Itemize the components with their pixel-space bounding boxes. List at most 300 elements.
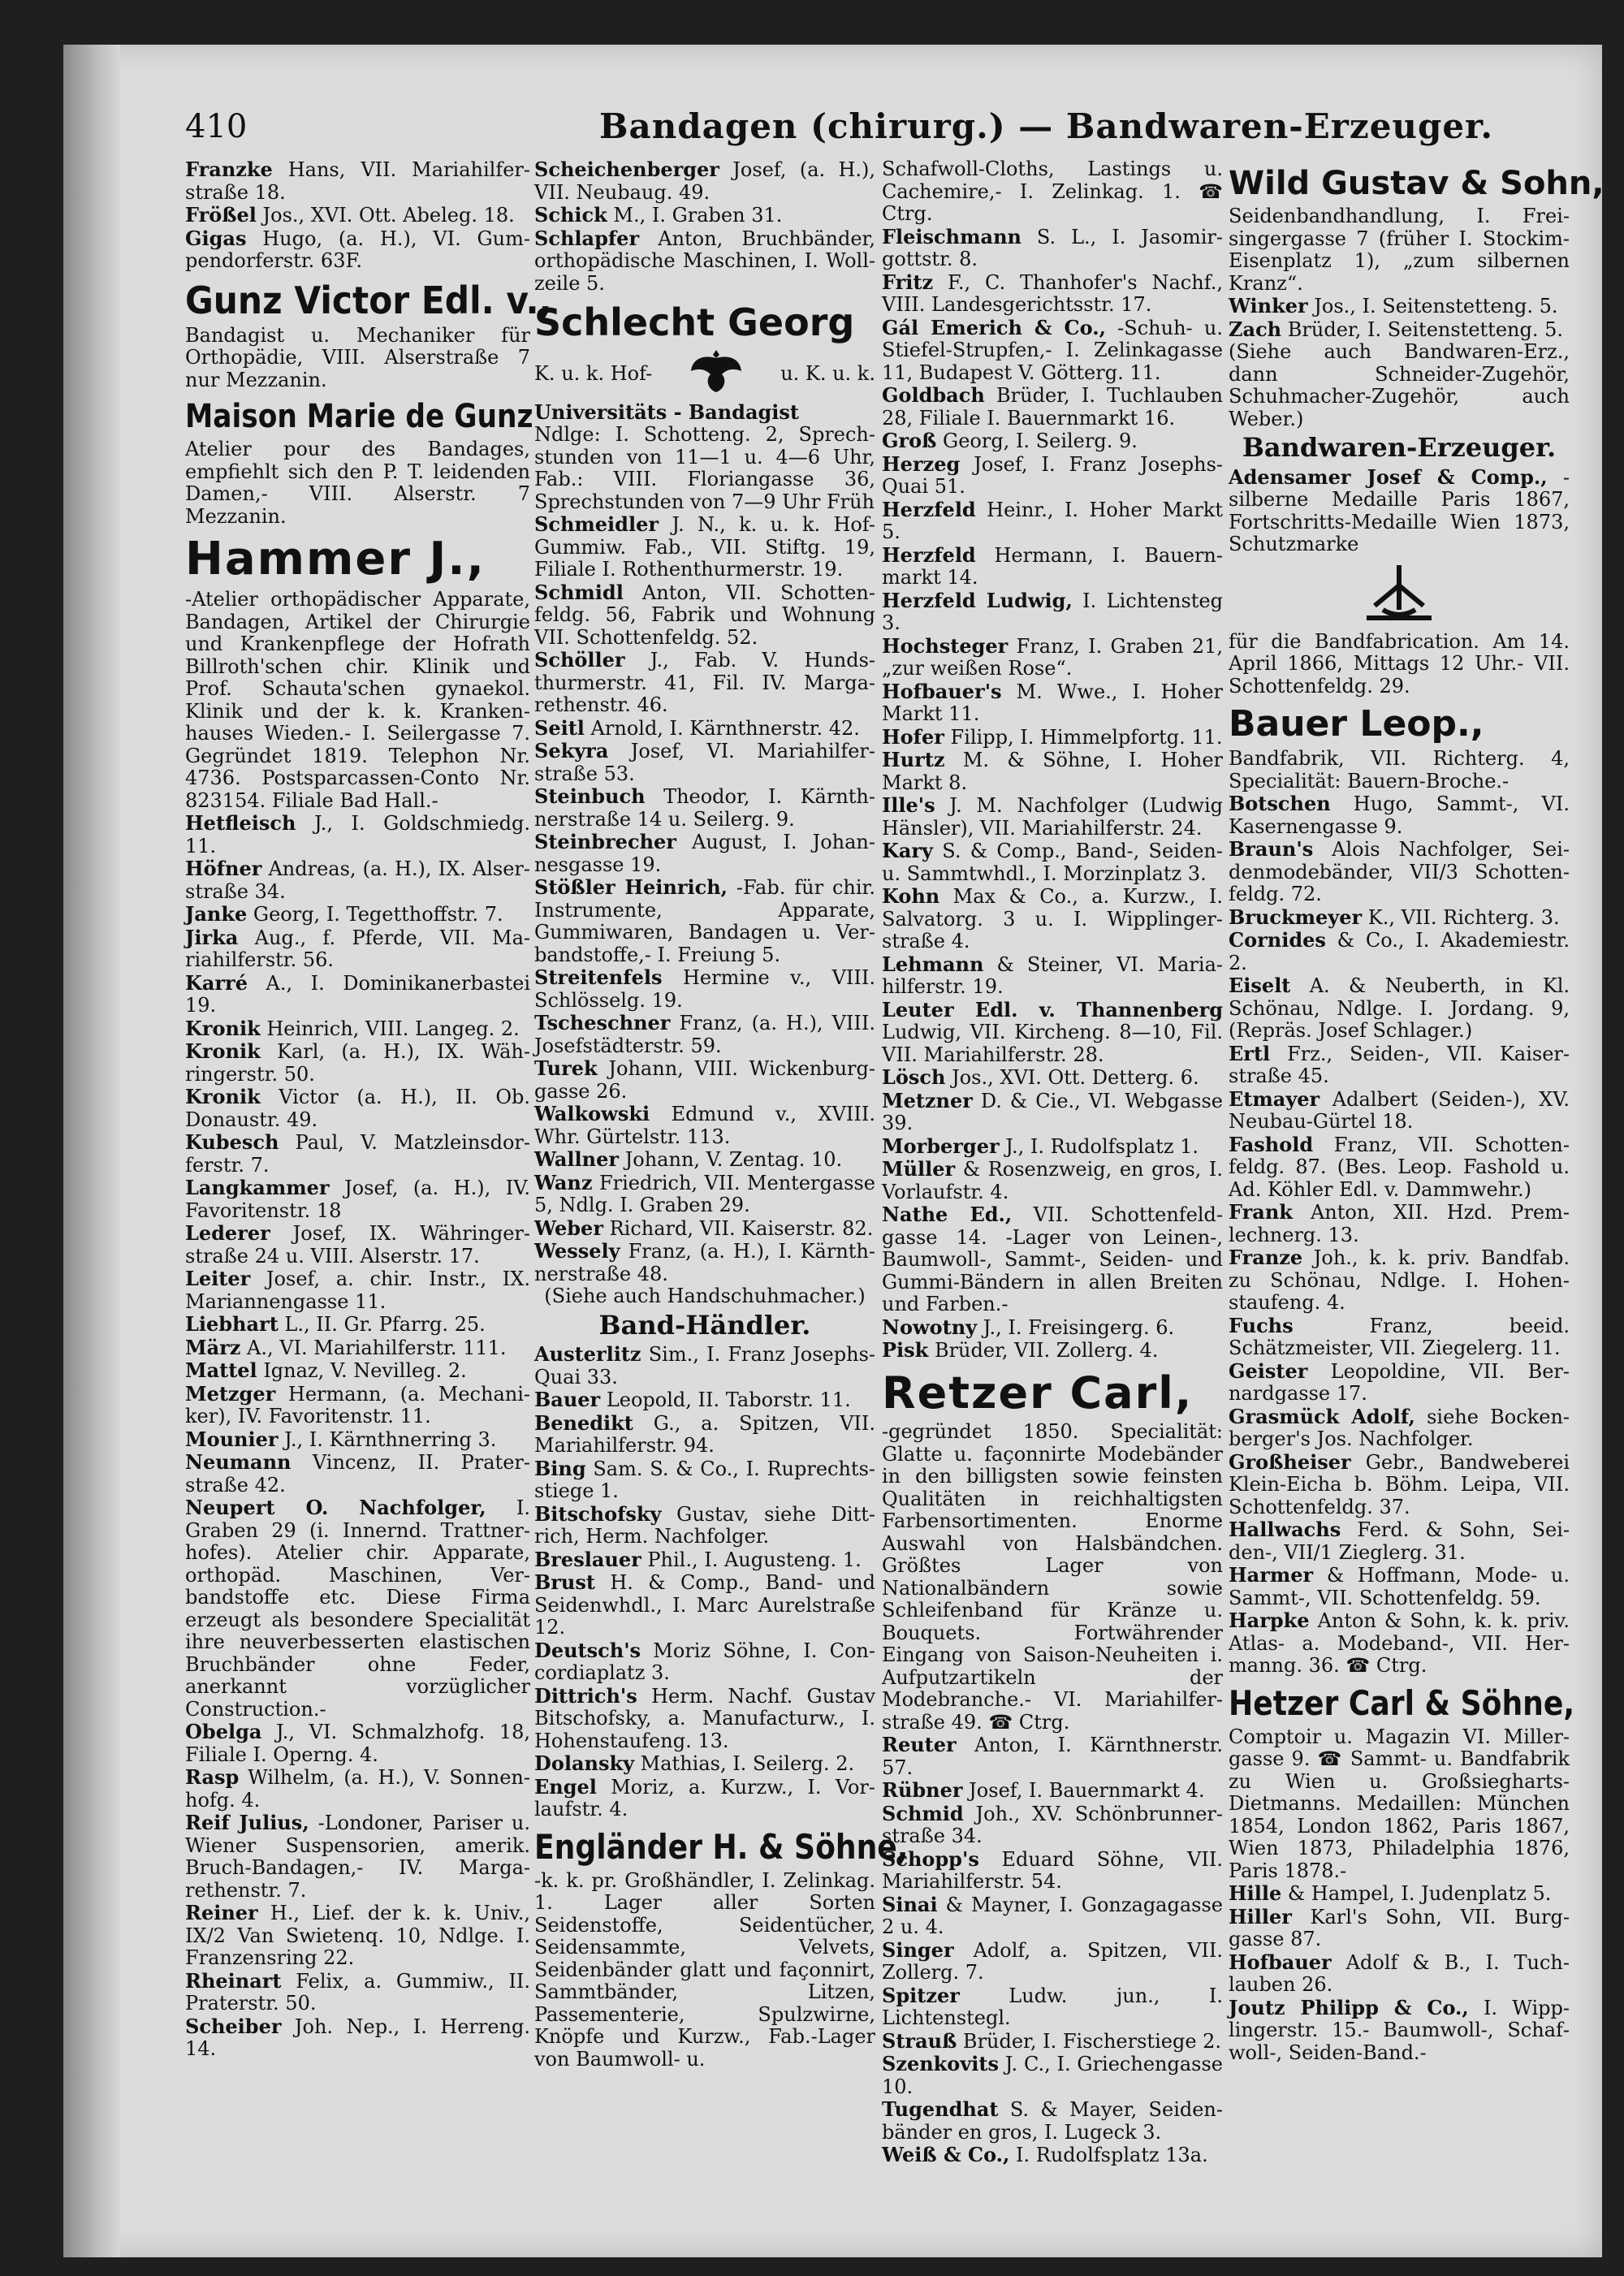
entry-details: M., I. Graben 31. <box>607 204 783 227</box>
entry-details: August, I. Johannesgasse 19. <box>534 831 875 876</box>
directory-entry <box>882 635 1223 680</box>
directory-entry <box>534 1148 875 1172</box>
entry-details: Friedrich, VII. Mentergasse 5, Ndlg. I. Graben 29. <box>534 1171 875 1217</box>
entry-name: Weber <box>534 1216 603 1240</box>
entry-details: Sim., I. Franz Josephs-Quai 33. <box>534 1343 875 1388</box>
entry-name: Ille's <box>882 793 935 817</box>
entry-details: Frz., Seiden-, VII. Kaiserstraße 45. <box>1229 1042 1570 1088</box>
directory-entry <box>1229 1951 1570 1997</box>
entry-details: siehe Bockenberger's Jos. Nachfolger. <box>1229 1405 1570 1451</box>
directory-entry <box>534 1458 875 1503</box>
entry-name: Franze <box>1229 1246 1303 1270</box>
entry-details: Joh. Nep., I. Herreng. 14. <box>185 2015 530 2061</box>
entry-name: Zach <box>1229 317 1282 341</box>
directory-entry <box>185 158 530 204</box>
directory-entry <box>185 1131 530 1177</box>
entry-details: Georg, I. Tegetthoffstr. 7. <box>247 903 503 926</box>
column-1 <box>185 158 552 2061</box>
entry-details: Johann, V. Zentag. 10. <box>619 1148 843 1172</box>
entry-details: Josef, I. Franz Josephs-Quai 51. <box>882 452 1223 498</box>
directory-entry <box>185 903 530 926</box>
entry-details: & Co., I. Akademiestr. 2. <box>1229 929 1570 974</box>
directory-entry <box>1229 1906 1570 1951</box>
entry-details: M. & Söhne, I. Hoher Markt 8. <box>882 749 1223 794</box>
directory-entry <box>1229 1043 1570 1088</box>
directory-entry <box>534 1343 875 1388</box>
entry-details: Gustav, siehe Dittrich, Herm. Nachfolger. <box>534 1502 875 1548</box>
entry-name: Pisk <box>882 1338 929 1362</box>
entry-name: Scheichenberger <box>534 158 719 181</box>
directory-entry <box>1229 341 1570 430</box>
entry-details: Max & Co., a. Kurzw., I. Salvatorg. 3 u. I. Wipplingerstraße 4. <box>882 885 1223 952</box>
entry-name: Hochsteger <box>882 633 1009 658</box>
directory-entry <box>185 325 530 392</box>
entry-details: S. & Mayer, Seidenbänder en gros, I. Lugeck 3. <box>882 2098 1223 2144</box>
firm-display-name: Bauer Leop., <box>1229 703 1484 745</box>
entry-name: Metzner <box>882 1088 973 1112</box>
firm-display-name: Retzer Carl, <box>882 1367 1194 1419</box>
directory-entry <box>534 424 875 513</box>
entry-details: M. Wwe., I. Hoher Markt 11. <box>882 680 1223 725</box>
entry-name: Joutz Philipp & Co., <box>1229 1995 1469 2019</box>
entry-name: Deutsch's <box>534 1638 641 1662</box>
entry-details: Brüder, VII. Zollerg. 4. <box>928 1339 1159 1362</box>
entry-name: Reuter <box>882 1733 957 1757</box>
directory-entry <box>534 966 875 1012</box>
directory-entry <box>185 857 530 903</box>
entry-name: Frößel <box>185 203 257 227</box>
directory-entry <box>1229 631 1570 698</box>
directory-entry <box>534 1012 875 1057</box>
entry-name: Karré <box>185 970 248 995</box>
directory-entry <box>185 1812 530 1902</box>
entry-details: Anton & Sohn, k. k. priv. Atlas- a. Modeband-, VII. Hermanng. 36. ☎ Ctrg. <box>1229 1609 1570 1678</box>
entry-name: Winker <box>1229 294 1308 317</box>
entry-details: Leopoldine, VII. Bernardgasse 17. <box>1229 1359 1570 1406</box>
entry-name: Tscheschner <box>534 1011 671 1035</box>
entry-name: Gigas <box>185 226 247 250</box>
entry-name: Hurtz <box>882 748 945 771</box>
entry-name: Nowotny <box>882 1315 978 1339</box>
entry-name: Kubesch <box>185 1130 279 1155</box>
directory-entry <box>185 1268 530 1313</box>
entry-details: Heinrich, VIII. Langeg. 2. <box>260 1017 520 1040</box>
directory-entry <box>1229 1726 1570 1883</box>
directory-entry <box>882 1734 1223 1779</box>
entry-details: J., I. Freisingerg. 6. <box>977 1315 1175 1339</box>
entry-name: Botschen <box>1229 792 1331 816</box>
entry-name: Bitschofsky <box>534 1501 662 1526</box>
directory-entry <box>882 1135 1223 1159</box>
entry-details: Wilhelm, (a. H.), V. Sonnenhofg. 4. <box>185 1766 530 1812</box>
directory-entry <box>882 590 1223 635</box>
directory-entry <box>185 972 530 1017</box>
entry-name: Mattel <box>185 1358 257 1383</box>
entry-details: S. & Comp., Band-, Seiden- u. Sammtwhdl., I. Morzinplatz 3. <box>882 840 1223 885</box>
entry-name: Fuchs <box>1229 1313 1294 1337</box>
entry-name: Reiner <box>185 1901 258 1925</box>
directory-entry <box>185 926 530 972</box>
entry-details: Comptoir u. Magazin VI. Millergasse 9. ☎ Sammt- u. Bandfabrik zu Wien u. Großsiegharts-Dietmanns. Medaillen: München 1854, London 1862, Paris 1867, Wien 1873, Philadelphia 1876, Paris 1878.- <box>1229 1725 1570 1882</box>
entry-details: Filipp, I. Himmelpfortg. 11. <box>944 725 1223 749</box>
entry-details: Hugo, (a. H.), VI. Gumpendorferstr. 63F. <box>185 227 530 272</box>
entry-name: Fritz <box>882 270 934 294</box>
directory-entry <box>1229 1406 1570 1451</box>
entry-name: Walkowski <box>534 1102 650 1126</box>
directory-entry <box>1229 466 1570 556</box>
entry-name: Sekyra <box>534 739 609 763</box>
entry-name: Leuter Edl. v. Thannenberg <box>882 997 1223 1021</box>
directory-entry <box>1229 748 1570 792</box>
firm-display-name: Gunz Victor Edl. v., <box>185 278 552 322</box>
directory-entry <box>185 812 530 857</box>
entry-name: Bauer <box>534 1388 601 1412</box>
entry-details: I. Rudolfsplatz 13a. <box>1009 2144 1208 2167</box>
directory-entry <box>185 2015 530 2061</box>
page-header <box>185 101 1549 150</box>
entry-name: Goldbach <box>882 383 985 407</box>
entry-name: Etmayer <box>1229 1086 1320 1111</box>
directory-entry <box>185 1359 530 1383</box>
directory-entry <box>534 1776 875 1821</box>
directory-entry <box>882 384 1223 430</box>
entry-name: Bruckmeyer <box>1229 905 1363 929</box>
directory-entry <box>185 1086 530 1131</box>
entry-details: I. Lichtensteg 3. <box>882 589 1223 634</box>
entry-name: Singer <box>882 1937 954 1962</box>
entry-name: Sinai <box>882 1892 938 1916</box>
entry-details: -Atelier orthopädischer Apparate, Bandagen, Artikel der Chirurgie und Krankenpflege der Hofrath Billroth'schen chir. Klinik und Prof. Schauta'schen gynaekol. Klinik und der k. k. Krankenhauses Wieden.- I. Seilergasse 7. Gegründet 1819. Telephon Nr. 4736. Postsparcassen-Conto Nr. 823154. Filiale Bad Hall.- <box>185 588 530 812</box>
entry-details: Herm. Nachf. Gustav Bitschofsky, a. Manufacturw., I. Hohenstaufeng. 13. <box>534 1684 875 1752</box>
entry-name: Wanz <box>534 1170 593 1194</box>
directory-entry <box>185 1337 530 1360</box>
entry-name: Hofer <box>882 724 944 749</box>
directory-entry <box>534 1752 875 1776</box>
entry-name: Rheinart <box>185 1968 282 1993</box>
directory-entry <box>882 1984 1223 2030</box>
directory-entry <box>1229 205 1570 295</box>
directory-entry <box>882 544 1223 590</box>
firm-display-name: Wild Gustav & Sohn, <box>1229 165 1605 202</box>
entry-details: Hermann, (a. Mechaniker), IV. Favoritenstr. 11. <box>185 1382 530 1428</box>
column-3 <box>882 158 1223 2167</box>
entry-details: Alois Nachfolger, Seidenmodebänder, VII/3 Schottenfeldg. 72. <box>1229 838 1570 906</box>
entry-details: Leopold, II. Taborstr. 11. <box>600 1388 851 1412</box>
entry-details: Franz, (a. H.), I. Kärnthnerstraße 48. <box>534 1240 875 1285</box>
entry-name: Metzger <box>185 1381 276 1406</box>
directory-entry <box>1229 1882 1570 1906</box>
entry-name: Hiller <box>1229 1904 1292 1928</box>
directory-entry <box>882 2030 1223 2054</box>
entry-name: Harmer <box>1229 1563 1314 1587</box>
directory-entry <box>185 1383 530 1428</box>
entry-name: Turek <box>534 1056 598 1081</box>
entry-details: K., VII. Richterg. 3. <box>1362 905 1560 929</box>
entry-name: Herzfeld Ludwig, <box>882 588 1073 612</box>
entry-name: Neumann <box>185 1450 292 1475</box>
entry-name: Kary <box>882 839 933 862</box>
directory-entry <box>534 581 875 650</box>
entry-details: für die Bandfabrication. Am 14. April 1866, Mittags 12 Uhr.- VII. Schottenfeldg. 29. <box>1229 629 1570 697</box>
entry-name: Schlapfer <box>534 226 640 250</box>
entry-name: Steinbuch <box>534 784 646 809</box>
entry-details: -Londoner, Pariser u. Wiener Suspensorien, amerik. Bruch-Bandagen,- IV. Margarethenstr. 7. <box>185 1812 530 1902</box>
entry-name: Dolansky <box>534 1751 635 1776</box>
entry-details: Josef, (a. H.), IV. Favoritenstr. 18 <box>185 1177 530 1222</box>
entry-details: Aug., f. Pferde, VII. Mariahilferstr. 56. <box>185 926 530 972</box>
directory-entry <box>1229 1201 1570 1246</box>
entry-name: Herzfeld <box>882 497 976 521</box>
entry-details: Ferd. & Sohn, Seiden-, VII/1 Zieglerg. 31. <box>1229 1518 1570 1564</box>
directory-entry <box>882 499 1223 544</box>
entry-details: Richard, VII. Kaiserstr. 82. <box>603 1216 874 1240</box>
directory-entry <box>534 204 875 227</box>
entry-name: Schopp's <box>882 1846 979 1871</box>
directory-entry <box>882 999 1223 1067</box>
entry-details: Josef, I. Bauernmarkt 4. <box>962 1779 1205 1803</box>
entry-details: Josef, VI. Mariahilferstraße 53. <box>534 740 875 785</box>
directory-entry <box>534 785 875 831</box>
entry-details: J., I. Goldschmiedg. 11. <box>185 812 530 857</box>
entry-details: J. C., I. Griechengasse 10. <box>882 2053 1223 2098</box>
entry-name: Kronik <box>185 1039 261 1064</box>
directory-entry <box>882 453 1223 499</box>
entry-name: Langkammer <box>185 1176 330 1200</box>
directory-entry <box>185 1721 530 1766</box>
entry-name: Streitenfels <box>534 965 663 990</box>
entry-name: Cornides <box>1229 928 1326 952</box>
directory-entry <box>882 680 1223 726</box>
entry-name: Obelga <box>185 1720 262 1744</box>
entry-name: Strauß <box>882 2028 957 2053</box>
entry-name: Ertl <box>1229 1041 1271 1065</box>
directory-entry <box>882 1421 1223 1734</box>
directory-entry <box>534 717 875 741</box>
directory-entry <box>1229 1564 1570 1609</box>
directory-entry <box>534 1412 875 1458</box>
entry-details: S. L., I. Jasomirgottstr. 8. <box>882 225 1223 270</box>
entry-details: Ludw. jun., I. Lichtenstegl. <box>882 1984 1223 2030</box>
emblem-right-text: u. K. u. k. <box>780 361 875 385</box>
entry-name: Harpke <box>1229 1609 1310 1633</box>
entry-details: & Hoffmann, Mode- u. Sammt-, VII. Schottenfeldg. 59. <box>1229 1564 1570 1609</box>
page-number: 410 <box>185 108 248 145</box>
emblem-left-text: K. u. k. Hof- <box>534 361 653 385</box>
directory-entry <box>185 1428 530 1452</box>
entry-details: Josef, (a. H.), VII. Neubaug. 49. <box>534 158 875 204</box>
directory-entry <box>185 1902 530 1970</box>
directory-entry <box>882 1894 1223 1939</box>
directory-entry <box>534 1172 875 1217</box>
entry-details: Phil., I. Augusteng. 1. <box>641 1548 862 1571</box>
entry-details: A., VI. Mariahilferstr. 111. <box>240 1336 507 1359</box>
entry-name: Spitzer <box>882 1983 960 2007</box>
directory-entry <box>1229 974 1570 1043</box>
directory-entry <box>882 953 1223 999</box>
entry-name: Grasmück Adolf, <box>1229 1404 1415 1428</box>
entry-name: Reif Julius, <box>185 1811 309 1835</box>
entry-details: Hugo, Sammt-, VI. Kasernengasse 9. <box>1229 792 1570 838</box>
entry-name: Steinbrecher <box>534 830 676 854</box>
entry-details: Sam. S. & Co., I. Ruprechtsstiege 1. <box>534 1457 875 1503</box>
entry-details: Gebr., Bandweberei Klein-Eicha b. Böhm. Leipa, VII. Schottenfeldg. 37. <box>1229 1450 1570 1518</box>
entry-name: Braun's <box>1229 837 1314 862</box>
entry-details: Franz, I. Graben 21, „zur weißen Rose“. <box>882 634 1223 680</box>
directory-entry <box>1229 1609 1570 1678</box>
entry-details: Joh., XV. Schönbrunnerstraße 34. <box>882 1802 1223 1848</box>
directory-entry <box>882 1158 1223 1203</box>
directory-entry <box>534 513 875 581</box>
directory-entry <box>185 1313 530 1337</box>
entry-name: Leiter <box>185 1267 251 1291</box>
entry-name: Hetfleisch <box>185 811 296 836</box>
entry-details: Adalbert (Seiden-), XV. Neubau-Gürtel 18. <box>1229 1087 1570 1134</box>
entry-name: Lehmann <box>882 952 984 976</box>
entry-name: Geister <box>1229 1358 1308 1383</box>
entry-name: Fashold <box>1229 1132 1314 1156</box>
entry-name: Lederer <box>185 1221 270 1246</box>
entry-name: Janke <box>185 902 248 926</box>
directory-entry <box>185 1451 530 1496</box>
directory-entry <box>534 1685 875 1753</box>
directory-entry <box>882 158 1223 226</box>
entry-details: Adolf & B., I. Tuchlauben 26. <box>1229 1950 1570 1997</box>
entry-details: Adolf, a. Spitzen, VII. Zollerg. 7. <box>882 1938 1223 1984</box>
directory-entry <box>534 740 875 785</box>
entry-details: Karl, (a. H.), IX. Währingerstr. 50. <box>185 1040 530 1086</box>
entry-name: Hofbauer's <box>882 679 1002 703</box>
entry-name: Eiselt <box>1229 974 1291 998</box>
directory-entry <box>534 227 875 296</box>
entry-name: Müller <box>882 1157 956 1181</box>
directory-entry <box>882 1939 1223 1984</box>
directory-entry <box>1229 295 1570 318</box>
directory-entry <box>882 226 1223 271</box>
entry-details: I. Graben 29 (i. Innernd. Trattnerhofes). Atelier chir. Apparate, orthopäd. Maschinen, Verbandstoffe etc. Diese Firma erzeugt als besondere Specialität ihre neuverbesserten elastischen Bruchbänder ohne Feder, anerkannt vorzüglicher Construction.- <box>185 1496 530 1721</box>
entry-details: J., Fab. V. Hundsthurmerstr. 41, Fil. IV. Margarethenstr. 46. <box>534 649 875 717</box>
entry-name: Neupert O. Nachfolger, <box>185 1496 486 1520</box>
entry-details: Ndlge: I. Schotteng. 2, Sprechstunden von 11—1 u. 4—6 Uhr, Fab.: VIII. Floriangasse 36, Sprechstunden von 7—9 Uhr Früh <box>534 423 875 513</box>
directory-entry <box>534 401 875 425</box>
directory-entry <box>882 2053 1223 2098</box>
entry-name: Rübner <box>882 1778 963 1803</box>
entry-details: Ludwig, VII. Kircheng. 8—10, Fil. VII. Mariahilferstr. 28. <box>882 1021 1223 1066</box>
directory-entry <box>534 1217 875 1241</box>
entry-details: Schafwoll-Cloths, Lastings u. Cachemire,- I. Zelinkag. 1. ☎ Ctrg. <box>882 158 1223 225</box>
entry-name: Großheiser <box>1229 1449 1351 1474</box>
section-heading: Bandwaren-Erzeuger. <box>1242 432 1557 463</box>
entry-details: Hermine v., VIII. Schlösselg. 19. <box>534 966 875 1012</box>
directory-entry <box>534 1571 875 1639</box>
entry-name: Nathe Ed., <box>882 1203 1013 1226</box>
entry-details: Anton, Bruchbänder, orthopädische Maschinen, I. Wollzeile 5. <box>534 227 875 295</box>
entry-name: Szenkovits <box>882 2052 999 2076</box>
directory-entry <box>185 1040 530 1086</box>
directory-entry <box>185 1017 530 1041</box>
entry-details: J., VI. Schmalzhofg. 18, Filiale I. Operng. 4. <box>185 1721 530 1766</box>
entry-details: Paul, V. Matzleinsdorferstr. 7. <box>185 1131 530 1177</box>
entry-name: Frank <box>1229 1200 1293 1224</box>
entry-details: Theodor, I. Kärnthnerstraße 14 u. Seilerg. 9. <box>534 785 875 831</box>
entry-name: Gál Emerich & Co., <box>882 315 1106 339</box>
entry-name: Wallner <box>534 1147 620 1172</box>
entry-details: I. Wipplingerstr. 15.- Baumwoll-, Schafwoll-, Seiden-Band.- <box>1229 1996 1570 2064</box>
directory-entry <box>882 1848 1223 1894</box>
entry-details: -Fab. für chir. Instrumente, Apparate, Gummiwaren, Bandagen u. Verbandstoffe,- I. Freiung 5. <box>534 876 875 966</box>
entry-name: Herzfeld <box>882 542 976 567</box>
entry-name: Kronik <box>185 1085 261 1109</box>
entry-name: März <box>185 1335 241 1359</box>
entry-name: Schöller <box>534 648 625 672</box>
entry-details: Joh., k. k. priv. Bandfab. zu Schönau, Ndlge. I. Hohenstaufeng. 4. <box>1229 1246 1570 1315</box>
directory-entry <box>882 430 1223 453</box>
entry-details: Moriz, a. Kurzw., I. Vorlaufstr. 4. <box>534 1775 875 1821</box>
directory-entry <box>534 1240 875 1285</box>
entry-details: H., Lief. der k. k. Univ., IX/2 Van Swietenq. 10, Ndlge. I. Franzensring 22. <box>185 1902 530 1970</box>
directory-entry <box>534 1548 875 1572</box>
entry-name: Kohn <box>882 884 940 908</box>
directory-entry <box>534 1057 875 1103</box>
entry-details: Josef, a. chir. Instr., IX. Mariannengasse 11. <box>185 1268 530 1313</box>
entry-details: Josef, IX. Währingerstraße 24 u. VIII. Alserstr. 17. <box>185 1222 530 1268</box>
entry-details: Karl's Sohn, VII. Burggasse 87. <box>1229 1905 1570 1951</box>
directory-entry <box>882 885 1223 953</box>
entry-name: Rasp <box>185 1765 240 1790</box>
entry-name: Weiß & Co., <box>882 2143 1010 2167</box>
directory-entry <box>534 1103 875 1148</box>
entry-details: (Siehe auch Bandwaren-Erz., dann Schneider-Zugehör, Schuhmacher-Zugehör, auch Weber.) <box>1229 340 1570 430</box>
entry-name: Liebhart <box>185 1312 279 1337</box>
entry-details: Jos., XVI. Ott. Detterg. 6. <box>945 1066 1199 1089</box>
entry-name: Tugendhat <box>882 2097 999 2122</box>
entry-details: Heinr., I. Hoher Markt 5. <box>882 498 1223 543</box>
entry-details: Vincenz, II. Praterstraße 42. <box>185 1451 530 1496</box>
entry-name: Breslauer <box>534 1547 641 1571</box>
directory-entry <box>1229 838 1570 906</box>
directory-entry <box>882 726 1223 749</box>
directory-entry <box>882 1203 1223 1316</box>
entry-details: -gegründet 1850. Specialität: Glatte u. façonnirte Modebänder in den billigsten sowie feinsten Qualitäten in reichhaltigsten Farbensortimenten. Enorme Auswahl von Halsbändchen. Größtes Lager von Nationalbändern sowie Schleifenband für Kränze u. Bouquets. Fortwährender Eingang von Saison-Neuheiten i. Aufputzartikeln der Modebranche.- VI. Mariahilferstraße 49. ☎ Ctrg. <box>882 1420 1223 1734</box>
firm-display-name: Hammer J., <box>185 533 486 586</box>
directory-entry <box>534 1639 875 1685</box>
entry-details: Mathias, I. Seilerg. 2. <box>634 1752 855 1776</box>
entry-details: Johann, VIII. Wickenburggasse 26. <box>534 1057 875 1103</box>
entry-name: Kronik <box>185 1016 261 1040</box>
entry-details: Anton, I. Kärnthnerstr. 57. <box>882 1734 1223 1779</box>
directory-entry <box>534 1388 875 1412</box>
directory-entry <box>882 1090 1223 1135</box>
entry-name: Bing <box>534 1456 586 1480</box>
entry-details: & Hampel, I. Judenplatz 5. <box>1281 1882 1552 1906</box>
firm-display-name: Maison Marie de Gunz <box>185 398 533 436</box>
entry-details: VII. Schottenfeldgasse 14. -Lager von Leinen-, Baumwoll-, Sammt-, Seiden- und Gummi-Bändern in allen Breiten und Farben.- <box>882 1203 1224 1315</box>
entry-name: Hallwachs <box>1229 1518 1341 1542</box>
section-heading: Band-Händler. <box>598 1309 811 1341</box>
entry-name: Adensamer Josef & Comp., <box>1229 464 1548 489</box>
directory-entry <box>1229 1451 1570 1519</box>
entry-name: Lösch <box>882 1065 946 1089</box>
directory-entry <box>1229 1360 1570 1406</box>
directory-entry <box>185 1496 530 1721</box>
directory-entry <box>534 831 875 876</box>
directory-entry <box>1229 1246 1570 1315</box>
directory-entry <box>1229 1088 1570 1134</box>
entry-details: H. & Comp., Band- und Seidenwhdl., I. Marc Aurelstraße 12. <box>534 1571 875 1639</box>
directory-entry <box>185 589 530 812</box>
directory-entry <box>1229 906 1570 930</box>
entry-name: Jirka <box>185 925 239 949</box>
directory-entry <box>882 1339 1223 1363</box>
